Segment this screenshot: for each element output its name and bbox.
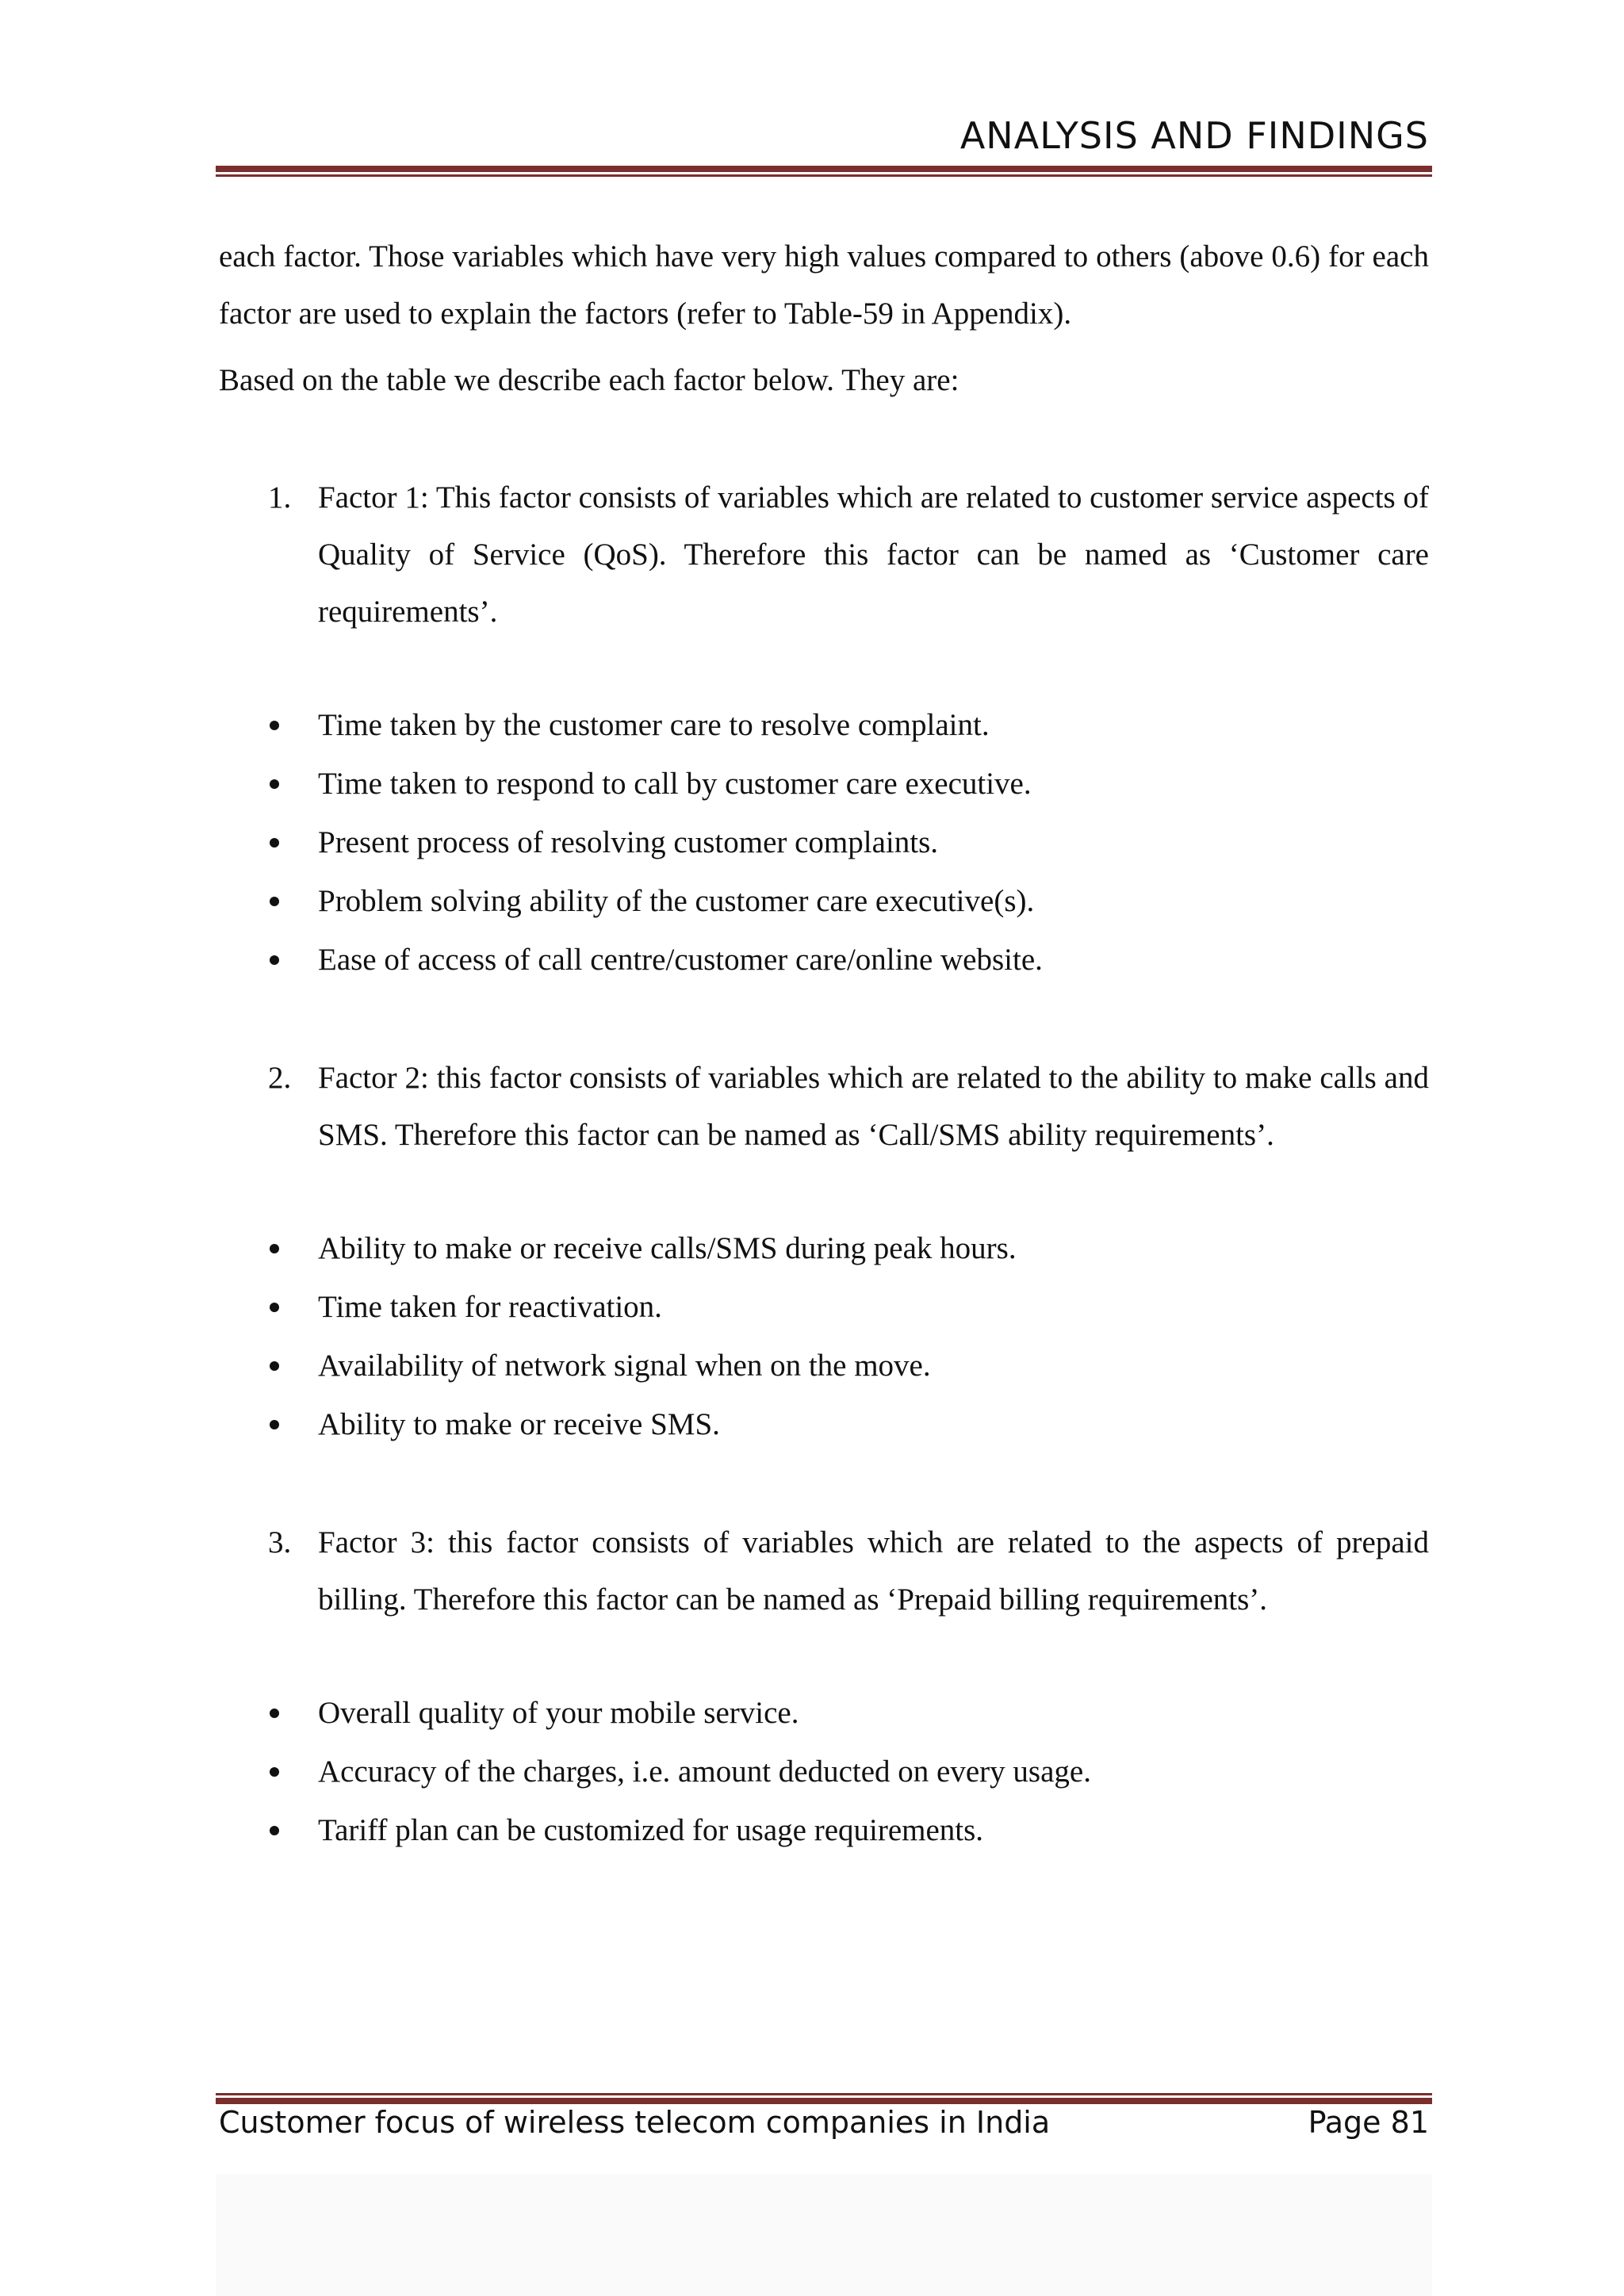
- list-item-text: Time taken for reactivation.: [318, 1290, 662, 1324]
- bullet-icon: [270, 955, 279, 965]
- footer-shade: [216, 2174, 1432, 2296]
- factor-description: Factor 2: this factor consists of variables which are related to the ability to make calls and SMS. Therefore this factor can be named as ‘Call/SMS ability requirements’.: [318, 1061, 1429, 1152]
- factor-number: 3.: [268, 1525, 292, 1559]
- factor-item: [219, 1514, 1429, 1628]
- running-header: ANALYSIS AND FINDINGS: [959, 114, 1429, 157]
- bullet-icon: [270, 1361, 279, 1371]
- bullet-icon: [270, 1826, 279, 1835]
- list-item: [219, 755, 1429, 813]
- footer-title: Customer focus of wireless telecom companies in India: [219, 2105, 1051, 2140]
- list-item-text: Overall quality of your mobile service.: [318, 1696, 799, 1730]
- bullet-icon: [270, 1709, 279, 1718]
- list-item-text: Ease of access of call centre/customer care/online website.: [318, 943, 1043, 977]
- list-item: [219, 931, 1429, 989]
- bullet-icon: [270, 1303, 279, 1312]
- bullet-icon: [270, 721, 279, 730]
- list-item: [219, 1684, 1429, 1743]
- list-item: [219, 1337, 1429, 1395]
- list-item: [219, 1219, 1429, 1278]
- factor-variable-list: [219, 1219, 1429, 1454]
- intro-lead: Based on the table we describe each factor below. They are:: [219, 363, 959, 397]
- list-item-text: Time taken by the customer care to resolve complaint.: [318, 708, 990, 742]
- list-item: [219, 1395, 1429, 1454]
- footer-rule: [216, 2093, 1432, 2104]
- bullet-icon: [270, 1767, 279, 1777]
- list-item: [219, 1801, 1429, 1860]
- header-rule: [216, 166, 1432, 177]
- list-item: [219, 1278, 1429, 1337]
- list-item-text: Ability to make or receive calls/SMS during peak hours.: [318, 1231, 1017, 1265]
- intro-paragraph: each factor. Those variables which have very high values compared to others (above 0.6) for each factor are used to explain the factors (refer to Table-59 in Appendix).: [219, 239, 1429, 331]
- list-item: [219, 1743, 1429, 1801]
- list-item-text: Present process of resolving customer complaints.: [318, 825, 938, 859]
- factor-number: 1.: [268, 480, 292, 515]
- list-item-text: Time taken to respond to call by customer care executive.: [318, 767, 1032, 801]
- list-item: [219, 872, 1429, 931]
- list-item-text: Tariff plan can be customized for usage requirements.: [318, 1813, 984, 1847]
- list-item: [219, 813, 1429, 872]
- list-item-text: Ability to make or receive SMS.: [318, 1407, 720, 1441]
- list-item-text: Accuracy of the charges, i.e. amount deducted on every usage.: [318, 1755, 1091, 1789]
- list-item-text: Problem solving ability of the customer care executive(s).: [318, 884, 1035, 918]
- list-item-text: Availability of network signal when on the move.: [318, 1349, 931, 1383]
- page-number: Page 81: [1308, 2105, 1429, 2140]
- factor-description: Factor 3: this factor consists of variables which are related to the aspects of prepaid billing. Therefore this factor can be named as ‘Prepaid billing requirements’.: [318, 1525, 1429, 1617]
- bullet-icon: [270, 1244, 279, 1253]
- factor-variable-list: [219, 696, 1429, 989]
- factor-item: [219, 1050, 1429, 1164]
- list-item: [219, 696, 1429, 755]
- factor-item: [219, 469, 1429, 641]
- factor-variable-list: [219, 1684, 1429, 1860]
- factor-description: Factor 1: This factor consists of variables which are related to customer service aspects of Quality of Service (QoS). Therefore this factor can be named as ‘Customer care requirements’.: [318, 480, 1429, 629]
- bullet-icon: [270, 838, 279, 848]
- bullet-icon: [270, 897, 279, 906]
- bullet-icon: [270, 1420, 279, 1429]
- bullet-icon: [270, 779, 279, 789]
- page-footer: [219, 2105, 1429, 2140]
- page-body: [219, 228, 1429, 1860]
- factor-number: 2.: [268, 1061, 292, 1095]
